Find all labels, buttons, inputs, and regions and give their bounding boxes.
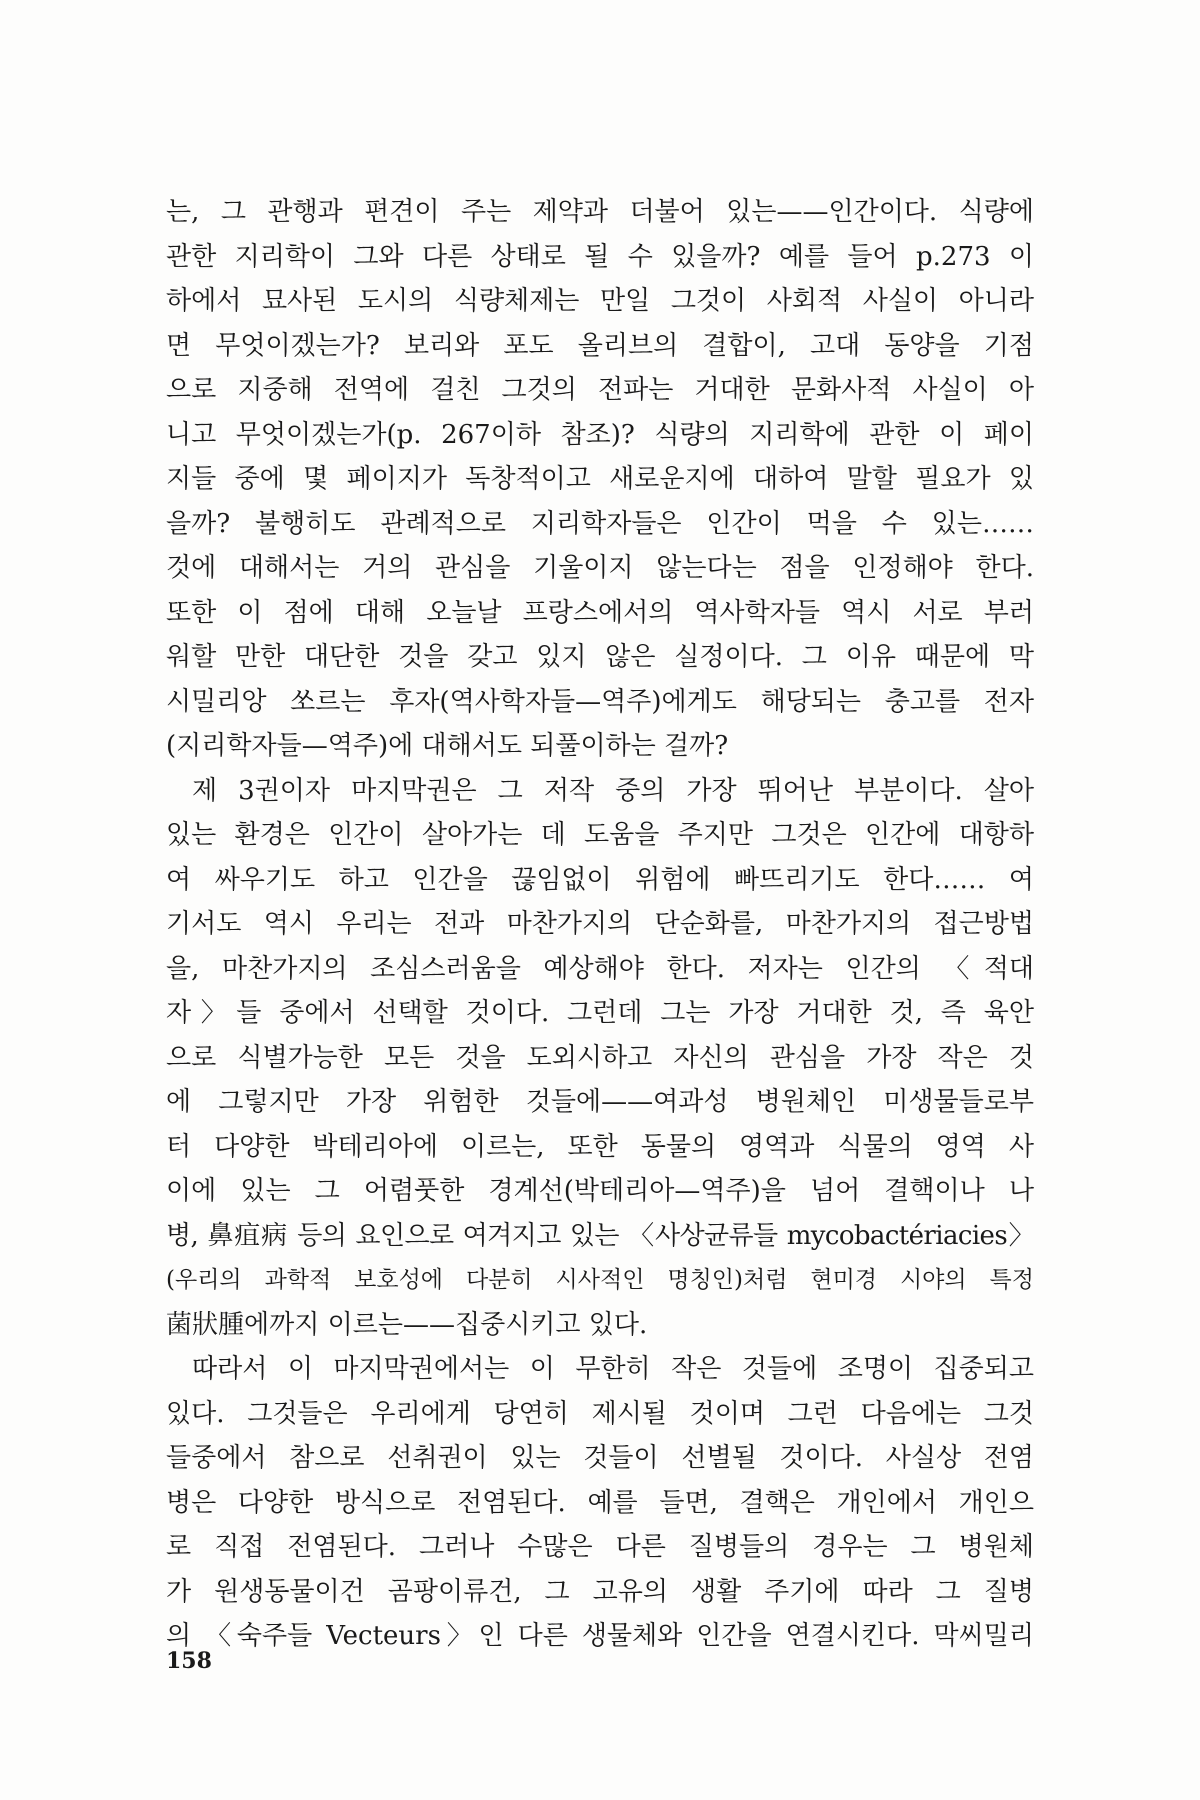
- text-line: 들중에서 참으로 선취권이 있는 것들이 선별될 것이다. 사실상 전염: [166, 1443, 1034, 1473]
- text-line: (우리의 과학적 보호성에 다분히 시사적인 명칭인)처럼 현미경 시야의 특정: [166, 1267, 1034, 1293]
- text-line: 있는 환경은 인간이 살아가는 데 도움을 주지만 그것은 인간에 대항하: [166, 820, 1034, 850]
- text-line: 의 〈숙주들 Vecteurs〉인 다른 생물체와 인간을 연결시킨다. 막씨밀리: [166, 1621, 1034, 1651]
- text-line: 니고 무엇이겠는가(p. 267이하 참조)? 식량의 지리학에 관한 이 페이: [166, 419, 1034, 450]
- paragraph-first-line: 제 3권이자 마지막권은 그 저작 중의 가장 뛰어난 부분이다. 살아: [192, 775, 1034, 806]
- text-line: 시밀리앙 쏘르는 후자(역사학자들—역주)에게도 해당되는 충고를 전자: [166, 686, 1034, 717]
- text-line: 에 그렇지만 가장 위험한 것들에——여과성 병원체인 미생물들로부: [166, 1087, 1034, 1117]
- text-line: 이에 있는 그 어렴풋한 경계선(박테리아—역주)을 넘어 결핵이나 나: [166, 1176, 1034, 1206]
- text-line: 있다. 그것들은 우리에게 당연히 제시될 것이며 그런 다음에는 그것: [166, 1398, 1034, 1429]
- text-line: 여 싸우기도 하고 인간을 끊임없이 위험에 빠뜨리기도 한다…… 여: [166, 864, 1034, 895]
- text-line: 자〉들 중에서 선택할 것이다. 그런데 그는 가장 거대한 것, 즉 육안: [166, 998, 1034, 1028]
- text-line: (지리학자들—역주)에 대해서도 되풀이하는 걸까?: [166, 731, 729, 761]
- text-line: 하에서 묘사된 도시의 식량체제는 만일 그것이 사회적 사실이 아니라: [166, 286, 1034, 316]
- text-line: 터 다양한 박테리아에 이르는, 또한 동물의 영역과 식물의 영역 사: [166, 1131, 1034, 1162]
- text-line: 菌狀腫에까지 이르는——집중시키고 있다.: [166, 1309, 648, 1340]
- text-line: 을까? 불행히도 관례적으로 지리학자들은 인간이 먹을 수 있는……: [166, 508, 1034, 539]
- text-line: 는, 그 관행과 편견이 주는 제약과 더불어 있는——인간이다. 식량에: [166, 197, 1034, 227]
- text-line: 병, 鼻疽病 등의 요인으로 여겨지고 있는 〈사상균류들 mycobactériacies〉: [166, 1220, 1034, 1251]
- text-line: 또한 이 점에 대해 오늘날 프랑스에서의 역사학자들 역시 서로 부러: [166, 597, 1034, 628]
- page-number: 158: [166, 1648, 212, 1674]
- text-line: 기서도 역시 우리는 전과 마찬가지의 단순화를, 마찬가지의 접근방법: [166, 909, 1034, 939]
- body-text: [166, 190, 1034, 1659]
- text-line: 면 무엇이겠는가? 보리와 포도 올리브의 결합이, 고대 동양을 기점: [166, 330, 1034, 361]
- text-line: 것에 대해서는 거의 관심을 기울이지 않는다는 점을 인정해야 한다.: [166, 553, 1034, 583]
- text-line: 워할 만한 대단한 것을 갖고 있지 않은 실정이다. 그 이유 때문에 막: [166, 642, 1034, 672]
- text-line: 을, 마찬가지의 조심스러움을 예상해야 한다. 저자는 인간의 〈적대: [166, 953, 1034, 984]
- paragraph-first-line: 따라서 이 마지막권에서는 이 무한히 작은 것들에 조명이 집중되고: [192, 1354, 1034, 1384]
- text-line: 로 직접 전염된다. 그러나 수많은 다른 질병들의 경우는 그 병원체: [166, 1532, 1034, 1562]
- text-line: 가 원생동물이건 곰팡이류건, 그 고유의 생활 주기에 따라 그 질병: [166, 1576, 1034, 1607]
- text-line: 으로 지중해 전역에 걸친 그것의 전파는 거대한 문화사적 사실이 아: [166, 375, 1034, 405]
- text-line: 관한 지리학이 그와 다른 상태로 될 수 있을까? 예를 들어 p.273 이: [166, 241, 1034, 272]
- text-line: 지들 중에 몇 페이지가 독창적이고 새로운지에 대하여 말할 필요가 있: [166, 464, 1034, 494]
- text-line: 으로 식별가능한 모든 것을 도외시하고 자신의 관심을 가장 작은 것: [166, 1042, 1034, 1073]
- text-line: 병은 다양한 방식으로 전염된다. 예를 들면, 결핵은 개인에서 개인으: [166, 1487, 1034, 1518]
